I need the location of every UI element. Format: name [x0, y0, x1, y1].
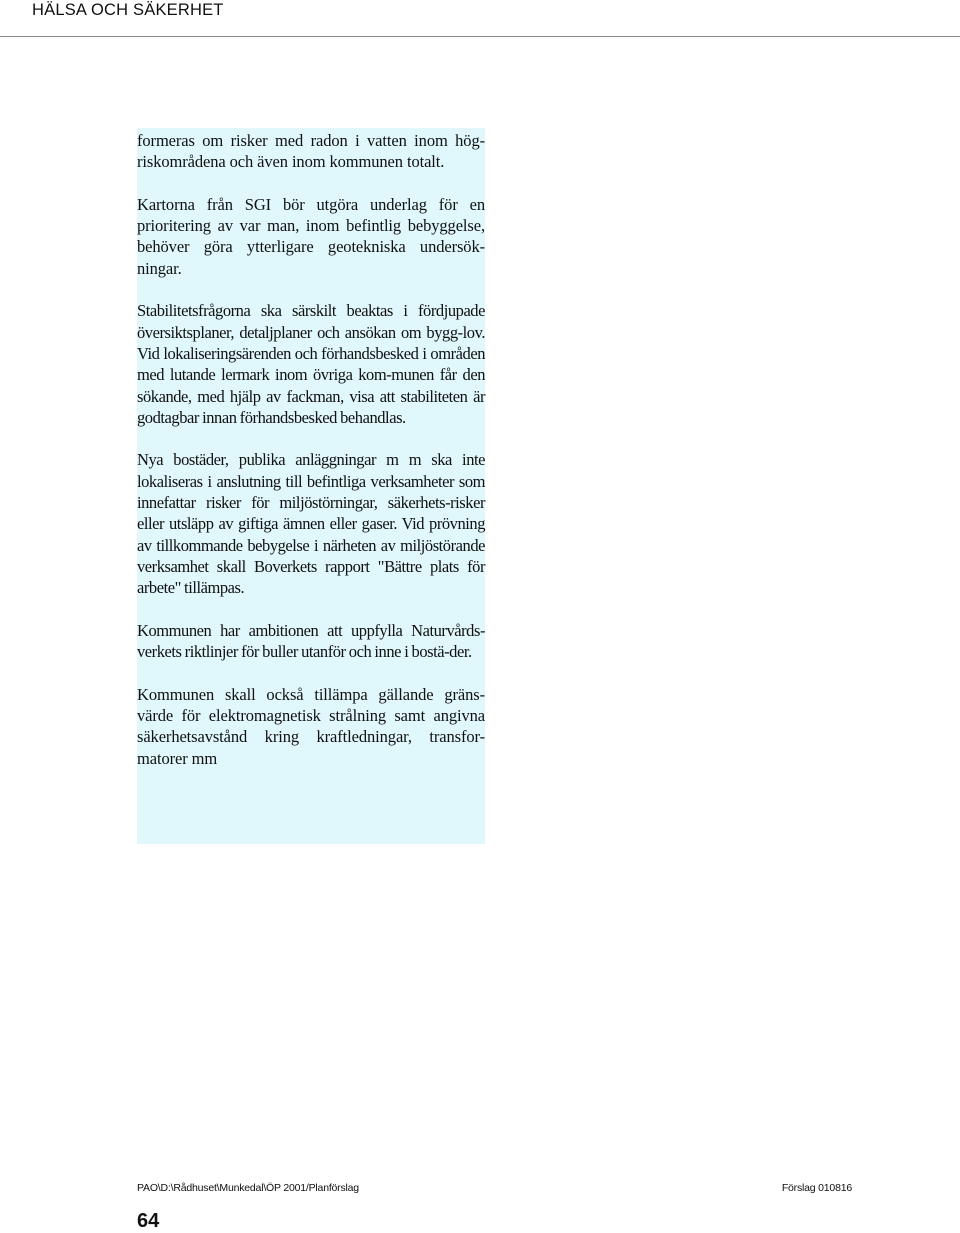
- footer-version: Förslag 010816: [781, 1182, 852, 1194]
- paragraph-noise: Kommunen har ambitionen att uppfylla Naturvårds-verkets riktlinjer för buller utanför och inne i bostä-der.: [137, 620, 485, 662]
- page-number: 64: [137, 1210, 160, 1232]
- main-text-column: [137, 130, 485, 790]
- footer-file-path: PAO\D:\Rådhuset\Munkedal\ÖP 2001/Planförslag: [137, 1182, 359, 1194]
- section-title: HÄLSA OCH SÄKERHET: [32, 1, 224, 19]
- header-divider: [0, 36, 960, 37]
- paragraph-electromagnetic: Kommunen skall också tillämpa gällande gräns-värde för elektromagnetisk strålning samt angivna säkerhetsavstånd kring kraftledningar, transfor-matorer mm: [137, 684, 485, 768]
- paragraph-radon: formeras om risker med radon i vatten inom hög-riskområdena och även inom kommunen totalt.: [137, 131, 485, 172]
- paragraph-sgi-maps: Kartorna från SGI bör utgöra underlag för en prioritering av var man, inom befintlig bebyggelse, behöver göra ytterligare geotekniska undersök-ningar.: [137, 194, 485, 278]
- page-header: [0, 0, 960, 36]
- paragraph-stability: Stabilitetsfrågorna ska särskilt beaktas i fördjupade översiktsplaner, detaljplaner och ansökan om bygg-lov. Vid lokaliseringsärenden och förhandsbesked i områden med lutande lermark inom övriga kom-munen får den sökande, med hjälp av fackman, visa att stabiliteten är godtagbar innan förhandsbesked behandlas.: [137, 301, 485, 427]
- paragraph-new-housing: Nya bostäder, publika anläggningar m m ska inte lokaliseras i anslutning till befintliga verksamheter som innefattar risker för miljöstörningar, säkerhets-risker eller utsläpp av giftiga ämnen eller gaser. Vid prövning av tillkommande bebygelse i närheten av miljöstörande verksamhet skall Boverkets rapport "Bättre plats för arbete" tillämpas.: [137, 450, 485, 598]
